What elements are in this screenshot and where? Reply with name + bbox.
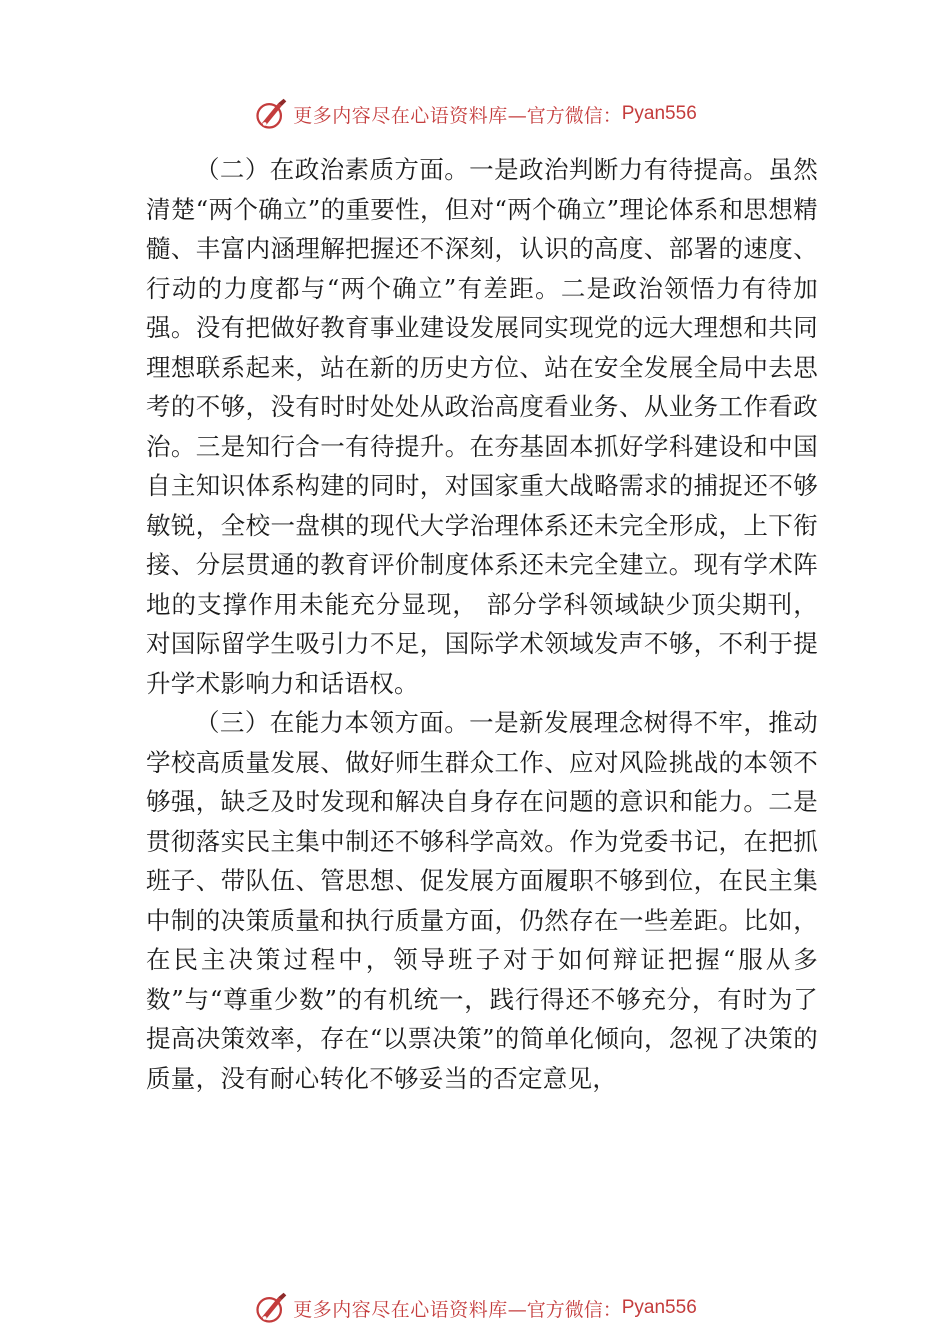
header-watermark [0,94,950,134]
paragraph-political-quality: （二）在政治素质方面。一是政治判断力有待提高。虽然清楚“两个确立”的重要性，但对“两个确立”理论体系和思想精髓、丰富内涵理解把握还不深刻，认识的高度、部署的速度、行动的力度都与“两个确立”有差距。二是政治领悟力有待加强。没有把做好教育事业建设发展同实现党的远大理想和共同理想联系起来，站在新的历史方位、站在安全发展全局中去思考的不够，没有时时处处从政治高度看业务、从业务工作看政治。三是知行合一有待提升。在夯基固本抓好学科建设和中国自主知识体系构建的同时，对国家重大战略需求的捕捉还不够敏锐，全校一盘棋的现代大学治理体系还未完全形成，上下衔接、分层贯通的教育评价制度体系还未完全建立。现有学术阵地的支撑作用未能充分显现， 部分学科领域缺少顶尖期刊，对国际留学生吸引力不足，国际学术领域发声不够，不利于提升学术影响力和话语权。 [146,155,818,698]
watermark-main-text: 更多内容尽在心语资料库 [293,104,508,127]
pen-logo-icon [253,1290,289,1326]
document-body [146,150,818,1098]
watermark-wechat-id: Pyan556 [621,103,697,124]
watermark-sub-text: —官方微信： [507,104,622,127]
watermark-sub-text: —官方微信： [507,1298,622,1321]
watermark-main-text: 更多内容尽在心语资料库 [293,1298,508,1321]
watermark-wechat-id: Pyan556 [621,1297,697,1318]
paragraph-capability: （三）在能力本领方面。一是新发展理念树得不牢，推动学校高质量发展、做好师生群众工作、应对风险挑战的本领不够强，缺乏及时发现和解决自身存在问题的意识和能力。二是贯彻落实民主集中制还不够科学高效。作为党委书记，在把抓班子、带队伍、管思想、促发展方面履职不够到位，在民主集中制的决策质量和执行质量方面，仍然存在一些差距。比如，在民主决策过程中，领导班子对于如何辩证把握“服从多数”与“尊重少数”的有机统一，践行得还不够充分，有时为了提高决策效率，存在“以票决策”的简单化倾向，忽视了决策的质量，没有耐心转化不够妥当的否定意见， [146,708,818,1093]
footer-watermark [0,1288,950,1328]
pen-logo-icon [253,96,289,132]
